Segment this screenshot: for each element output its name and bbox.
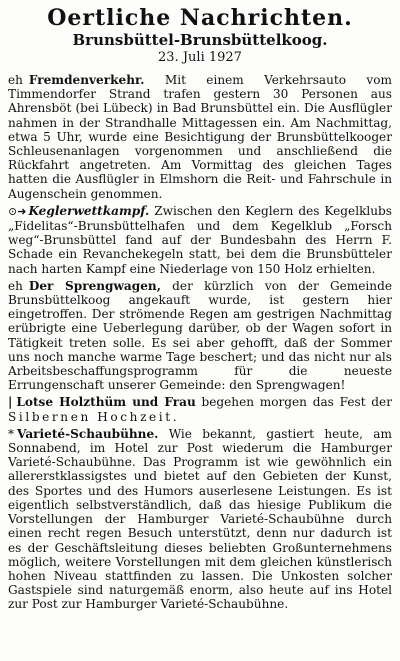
article-fremdenverkehr xyxy=(8,73,392,201)
article-heading: Der Sprengwagen, xyxy=(28,278,161,293)
section-title: Oertliche Nachrichten. xyxy=(47,5,353,31)
article-spaced-text: Silbernen Hochzeit. xyxy=(8,409,180,424)
article-heading: Varieté-Schaubühne. xyxy=(17,426,159,441)
article-heading: Keglerwettkampf. xyxy=(28,203,150,218)
article-body: der kürzlich von der Gemeinde Brunsbüttelkoog angekauft wurde, ist gestern hier eingetroffen. Der strömende Regen am gestrigen Nachmittag erübrigte eine Ueberlegung darüber, ob der Wagen sofort in Tätigkeit treten solle. Es sei aber gehofft, daß der Sommer uns noch manche warme Tage beschert; und das nicht nur als Arbeitsbeschaffungsprogramm für die neueste Errungenschaft unserer Gemeinde: den Sprengwagen! xyxy=(8,278,392,393)
article-body: Wie bekannt, gastiert heute, am Sonnabend, im Hotel zur Post wiederum die Hamburger Varieté-Schaubühne. Das Programm ist wie gewöhnlich ein allererstklassigstes und bietet auf den Gebieten der Kunst, des Sportes und des Humors auserlesene Leistungen. Es ist eigentlich selbstverständlich, daß das hiesige Publikum die Vorstellungen der Hamburger Varieté-Schaubühne durch einen recht regen Besuch unterstützt, denn nur dadurch ist es der Geschäftsleitung dieses beliebten Großunternehmens möglich, weitere Vorstellungen mit dem gleichen künstlerisch hohen Niveau stattfinden zu lassen. Die Unkosten solcher Gastspiele sind naturgemäß enorm, also heute auf ins Hotel zur Post zur Hamburger Varieté-Schaubühne. xyxy=(8,426,392,612)
article-marker: * xyxy=(8,426,15,441)
pointer-symbol-icon: ⊙➜ xyxy=(8,204,27,218)
dateline: 23. Juli 1927 xyxy=(158,50,242,65)
section-subtitle: Brunsbüttel-Brunsbüttelkoog. xyxy=(72,31,328,49)
article-heading: Fremdenverkehr. xyxy=(28,73,145,87)
article-marker: eh xyxy=(8,278,23,293)
article-marker: | xyxy=(8,395,13,410)
article-variete xyxy=(8,427,392,612)
article-body: Mit einem Verkehrsauto vom Timmendorfer Strand trafen gestern 30 Personen aus Ahrensböt (bei Lübeck) in Bad Brunsbüttel ein. Die Ausflügler nahmen in der Strandhalle Mittagessen ein. Am Nachmittag, etwa 5 Uhr, wurde eine Besichtigung der Brunsbüttelkooger Schleusenanlagen vorgenommen und anschließend die Rückfahrt angetreten. Am Vormittag des gleichen Tages hatten die Ausflügler in Elmshorn die Reit- und Fahrschule in Augenschein genommen. xyxy=(8,73,392,201)
article-body: Zwischen den Keglern des Kegelklubs „Fidelitas“-Brunsbüttelhafen und dem Kegelklub „Forsch weg“-Brunsbüttel fand auf der Bundesbahn des Herrn F. Schade ein Revanchekegeln statt, bei dem die Brunsbütteler nach harten Kampf eine Niederlage von 150 Holz erhielten. xyxy=(8,203,392,276)
article-keglerwettkampf xyxy=(8,204,392,276)
article-marker: eh xyxy=(8,73,23,87)
article-body: begehen morgen das Fest der xyxy=(195,395,392,410)
article-sprengwagen xyxy=(8,279,392,393)
article-silberhochzeit xyxy=(8,395,392,423)
article-heading: Lotse Holzthüm und Frau xyxy=(16,395,196,410)
